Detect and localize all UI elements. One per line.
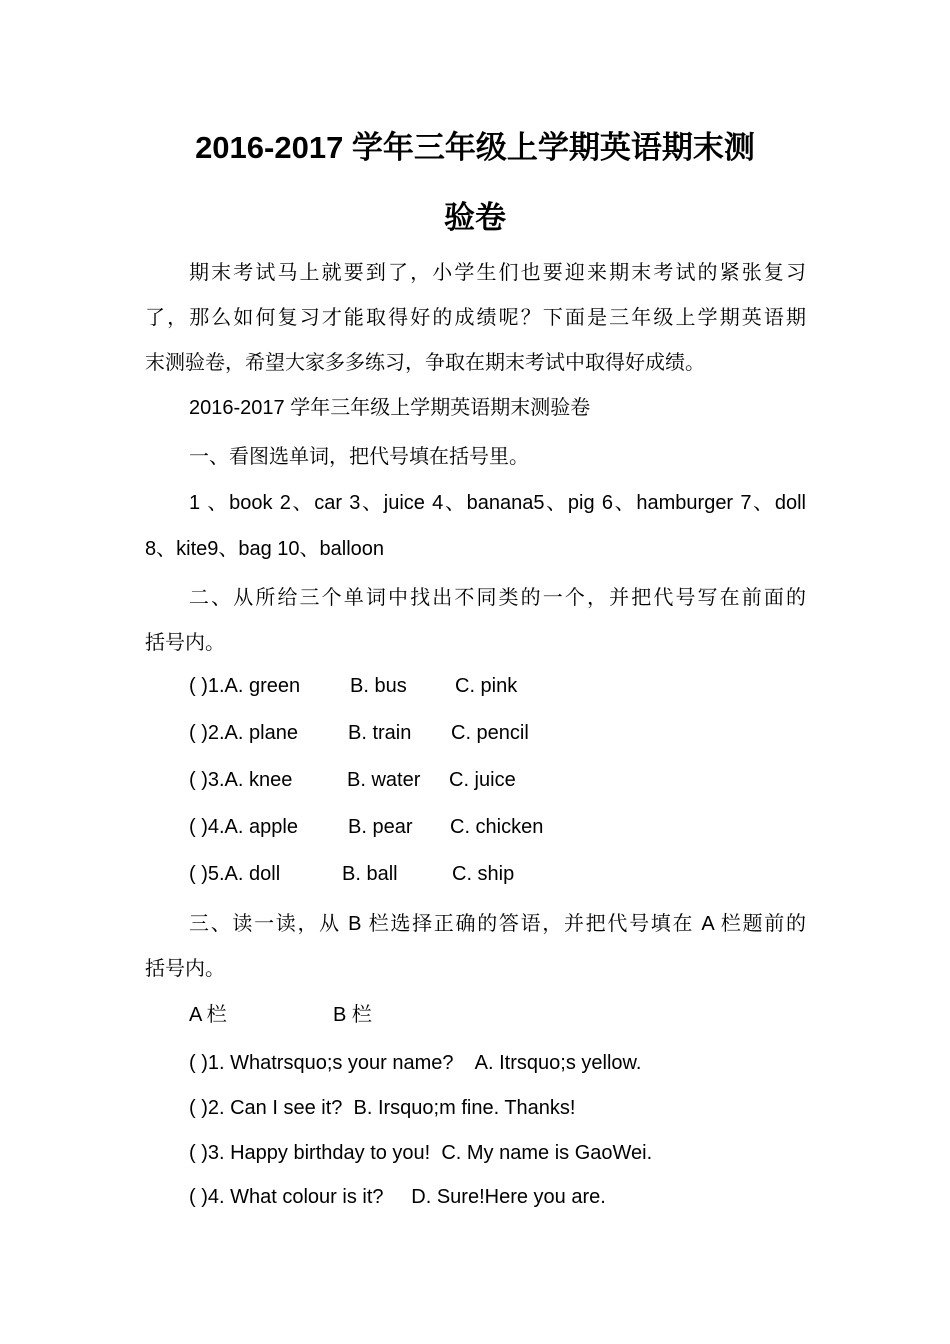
question-row — [189, 860, 515, 888]
section-3-heading-line-2: 括号内。 — [145, 958, 225, 980]
section-1-heading: 一、看图选单词，把代号填在括号里。 — [189, 446, 529, 468]
option-c: C. chicken — [450, 816, 544, 838]
option-c: C. ship — [452, 863, 515, 885]
exam-subtitle: 2016-2017 学年三年级上学期英语期末测验卷 — [189, 397, 591, 419]
option-c: C. pink — [455, 675, 518, 697]
question-row — [189, 766, 516, 794]
section-1-words-line-2: 8、kite9、bag 10、balloon — [145, 538, 385, 560]
column-b-header: B 栏 — [333, 1004, 372, 1026]
matching-row: ( )2. Can I see it? B. Irsquo;m fine. Thanks! — [189, 1097, 576, 1119]
question-stem: ( )4.A. apple — [189, 816, 298, 838]
question-row — [189, 813, 544, 841]
question-row — [189, 672, 518, 700]
matching-row: ( )1. Whatrsquo;s your name? A. Itrsquo;s yellow. — [189, 1052, 642, 1074]
option-c: C. juice — [449, 769, 516, 791]
option-c: C. pencil — [451, 722, 529, 744]
question-stem: ( )3.A. knee — [189, 769, 293, 791]
question-stem: ( )5.A. doll — [189, 863, 281, 885]
question-row — [189, 719, 529, 747]
intro-paragraph-line-2: 了，那么如何复习才能取得好的成绩呢？下面是三年级上学期英语期 — [145, 307, 806, 329]
section-1-words-line-1: 1 、book 2、car 3、juice 4、banana5、pig 6、hamburger 7、doll — [189, 492, 806, 514]
section-3-heading-line-1: 三、读一读，从 B 栏选择正确的答语，并把代号填在 A 栏题前的 — [189, 913, 806, 935]
question-stem: ( )1.A. green — [189, 675, 301, 697]
option-b: B. pear — [348, 816, 413, 838]
intro-paragraph-line-3: 末测验卷，希望大家多多练习，争取在期末考试中取得好成绩。 — [145, 352, 705, 374]
column-a-header: A 栏 — [189, 1004, 227, 1026]
option-b: B. train — [348, 722, 412, 744]
document-title: 2016-2017 学年三年级上学期英语期末测 — [195, 130, 755, 165]
option-b: B. bus — [350, 675, 407, 697]
question-stem: ( )2.A. plane — [189, 722, 298, 744]
option-b: B. water — [347, 769, 421, 791]
section-2-heading-line-1: 二、从所给三个单词中找出不同类的一个，并把代号写在前面的 — [189, 587, 806, 609]
option-b: B. ball — [342, 863, 398, 885]
matching-row: ( )4. What colour is it? D. Sure!Here you are. — [189, 1186, 606, 1208]
matching-row: ( )3. Happy birthday to you! C. My name is GaoWei. — [189, 1142, 653, 1164]
section-2-heading-line-2: 括号内。 — [145, 632, 225, 654]
document-title-continued: 验卷 — [444, 200, 506, 235]
intro-paragraph-line-1: 期末考试马上就要到了，小学生们也要迎来期末考试的紧张复习 — [189, 262, 806, 284]
